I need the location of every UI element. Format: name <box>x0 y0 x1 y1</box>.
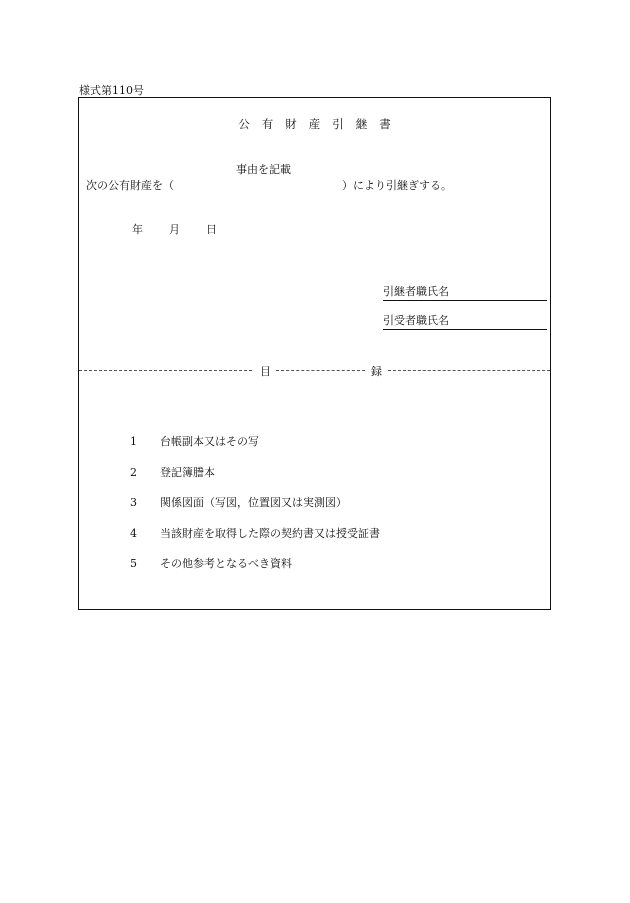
divider-dash-middle <box>276 370 365 371</box>
inventory-divider <box>79 363 550 377</box>
transferor-signature-field[interactable] <box>383 283 547 301</box>
list-item <box>130 433 380 464</box>
date-day-label: 日 <box>206 223 217 236</box>
divider-dash-left <box>79 370 252 371</box>
date-month-label: 月 <box>169 223 180 236</box>
recipient-signature-field[interactable] <box>383 312 547 330</box>
inventory-list <box>130 433 380 586</box>
item-text: 関係図面（写図，位置図又は実測図） <box>160 496 347 509</box>
item-text: 台帳副本又はその写 <box>160 435 259 448</box>
date-year-label: 年 <box>132 223 143 236</box>
item-text: 当該財産を取得した際の契約書又は授受証書 <box>160 526 380 540</box>
statement-prefix: 次の公有財産を（ <box>86 179 174 192</box>
divider-label-left: 目 <box>260 365 271 378</box>
divider-dash-right <box>388 370 550 371</box>
item-text: 登記簿謄本 <box>160 465 215 479</box>
recipient-label: 引受者職氏名 <box>383 314 449 327</box>
list-item <box>130 525 380 556</box>
item-number: 2 <box>130 465 137 479</box>
document-frame <box>78 97 551 610</box>
item-number: 1 <box>130 435 137 448</box>
list-item <box>130 494 380 525</box>
list-item <box>130 464 380 495</box>
item-number: 5 <box>130 557 137 570</box>
statement-suffix: ）により引継ぎする。 <box>342 179 452 192</box>
list-item <box>130 555 380 586</box>
transferor-label: 引継者職氏名 <box>383 285 449 298</box>
date-line <box>132 221 217 237</box>
item-number: 3 <box>130 496 137 509</box>
reason-note: 事由を記載 <box>236 163 291 176</box>
transfer-statement <box>86 177 452 193</box>
item-text: その他参考となるべき資料 <box>160 557 292 570</box>
divider-label-right: 録 <box>371 365 382 378</box>
form-number: 様式第110号 <box>79 84 144 97</box>
document-title: 公有財産引継書 <box>238 117 403 131</box>
item-number: 4 <box>130 526 137 540</box>
